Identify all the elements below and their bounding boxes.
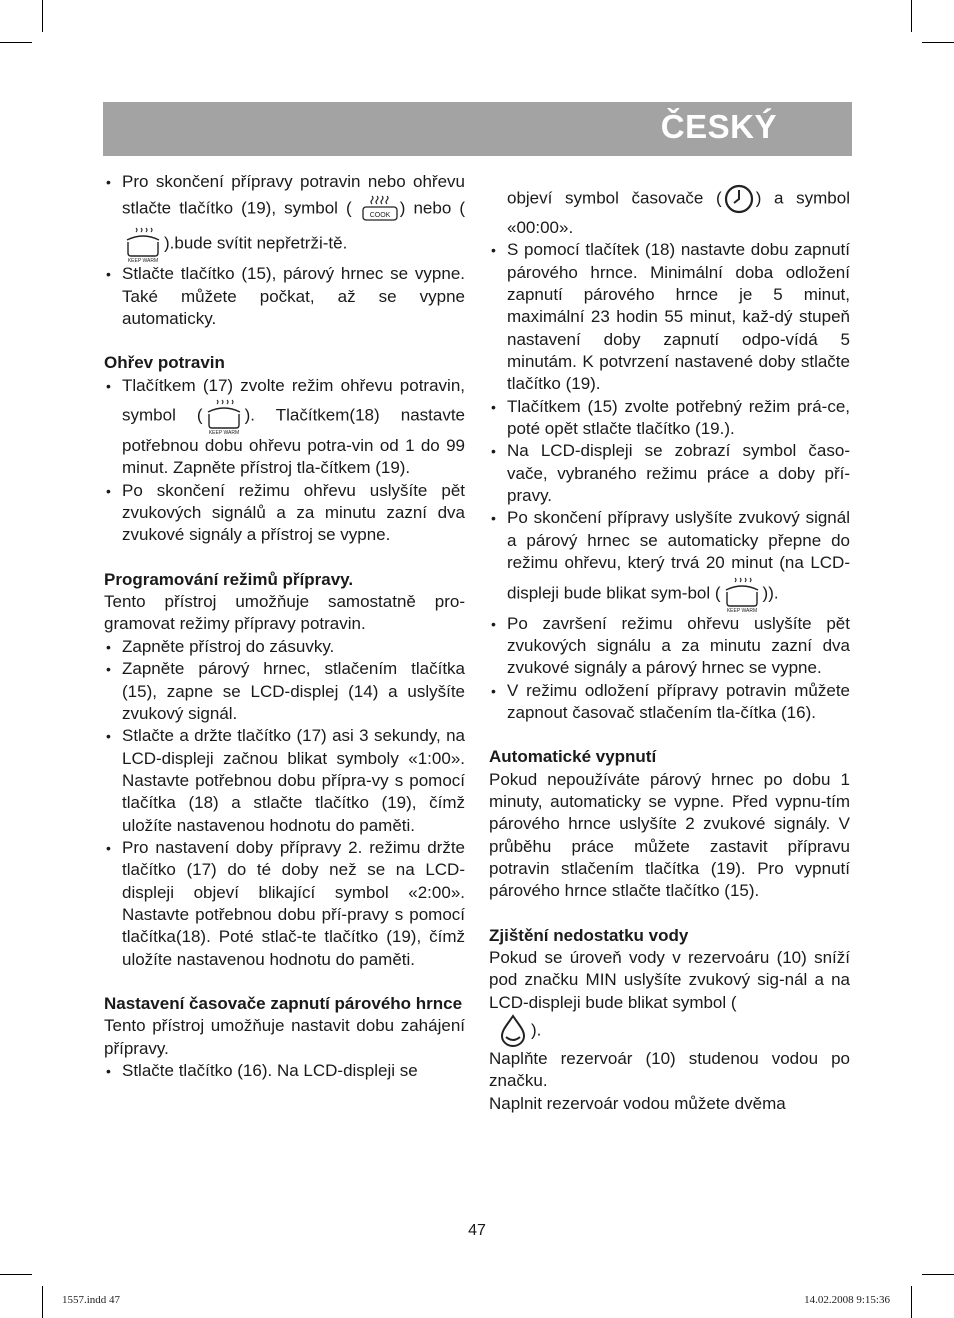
crop-mark [0, 1274, 32, 1275]
crop-mark [922, 42, 954, 43]
timer-icon [722, 181, 756, 217]
file-slug: 1557.indd 47 [62, 1294, 121, 1306]
keep-warm-pot-icon [203, 397, 245, 435]
paragraph: Naplnit rezervoár vodou můžete dvěma [489, 1093, 786, 1113]
text: objeví symbol časovače ( [507, 188, 722, 208]
list-item: • Stlačte a držte tlačítko (17) asi 3 sekundy, na LCD-displeji začnou blikat symboly «1:00». Nastavte potřebnou dobu přípra-vy s pomocí tlačítka (18) a stlačte tlačítko (19), čímž uložíte nastavenou hodnotu do paměti. [104, 725, 465, 837]
timestamp-slug: 14.02.2008 9:15:36 [804, 1294, 890, 1306]
paragraph: Tento přístroj umožňuje samostatně pro-gramovat režimy přípravy potravin. [104, 592, 465, 634]
text: )). [762, 582, 779, 602]
left-column [104, 171, 465, 1082]
svg-text:KEEP WARM: KEEP WARM [127, 258, 159, 264]
list-item [489, 507, 850, 612]
water-drop-icon [495, 1014, 531, 1048]
text: Pro skončení přípravy potravin nebo ohřevu stlačte tlačítko (19), symbol ( [122, 172, 465, 218]
list-item: • V režimu odložení přípravy potravin můžete zapnout časovač stlačením tla-čítka (16). [489, 680, 850, 725]
paragraph: Naplňte rezervoár (10) studenou vodou po značku. [489, 1049, 850, 1091]
header-bar [103, 102, 852, 156]
text: ). [531, 1020, 542, 1040]
list-item: • Po skončení režimu ohřevu uslyšíte pět zvukových signálů a za minutu zazní dva zvukové signály a přístroj se vypne. [104, 480, 465, 547]
paragraph: Tento přístroj umožňuje nastavit dobu zahájení přípravy. [104, 1016, 465, 1058]
paragraph [489, 947, 850, 1048]
text: ) nebo ( [399, 198, 466, 218]
svg-text:KEEP WARM: KEEP WARM [208, 430, 239, 436]
section-title: ČESKÝ [660, 108, 777, 145]
list-item: • Zapněte párový hrnec, stlačením tlačítka (15), zapne se LCD-displej (14) a uslyšíte zvukový signál. [104, 658, 465, 725]
keep-warm-pot-icon [721, 575, 763, 613]
text: Pokud se úroveň vody v rezervoáru (10) sníží pod značku MIN uslyšíte zvukový sig-nál a na LCD-displeji bude blikat symbol ( [489, 947, 850, 1012]
section-heading: Nastavení časovače zapnutí párového hrnce [104, 993, 463, 1013]
crop-mark [0, 42, 32, 43]
section-heading: Zjištění nedostatku vody [489, 925, 689, 945]
keep-warm-pot-icon [122, 225, 164, 263]
list-item: • Po završení režimu ohřevu uslyšíte pět zvukových signálu a za minutu zazní dva zvukové signály a párový hrnec se vypne. [489, 613, 850, 680]
text: ). Tlačítkem(18) nastavte potřebnou dobu ohřevu potra-vin od 1 do 99 minut. Zapněte přístroj tla-čítkem (19). [122, 405, 465, 478]
crop-mark [911, 0, 912, 32]
section-heading: Automatické vypnutí [489, 747, 657, 767]
list-item: • Stlačte tlačítko (16). Na LCD-displeji se [104, 1060, 465, 1082]
paragraph: Pokud nepoužíváte párový hrnec po dobu 1 minuty, automaticky se vypne. Před vypnu-tím párového hrnce uslyšíte 2 zvukové signály. V průběhu práce můžete zastavit přípravu potravin stlačením tlačítka (19). Pro vypnutí párového hrnce stlačte tlačítko (15). [489, 769, 850, 901]
list-item: • Tlačítkem (15) zvolte potřebný režim prá-ce, poté opět stlačte tlačítko (19.). [489, 396, 850, 441]
svg-text:KEEP WARM: KEEP WARM [726, 607, 757, 613]
text: Tlačítkem (17) zvolte režim ohřevu potravin, symbol ( [122, 375, 465, 425]
text: ).bude svítit nepřetrži-tě. [164, 233, 348, 253]
crop-mark [42, 0, 43, 32]
list-item: • Stlačte tlačítko (15), párový hrnec se vypne. Také můžete počkat, až se vypne automaticky. [104, 263, 465, 330]
cook-icon [360, 193, 400, 225]
crop-mark [911, 1286, 912, 1318]
paragraph [489, 181, 850, 239]
crop-mark [42, 1286, 43, 1318]
list-item [104, 375, 465, 480]
right-column [489, 181, 850, 1115]
crop-mark [922, 1274, 954, 1275]
section-heading: Ohřev potravin [104, 353, 225, 373]
section-heading: Programování režimů přípravy. [104, 569, 354, 589]
text: Po skončení přípravy uslyšíte zvukový signál a párový hrnec se automaticky přepne do režimu ohřevu, který trvá 20 minut (na LCD-displeji bude blikat sym-bol ( [507, 508, 850, 602]
page-number: 47 [468, 1222, 486, 1239]
list-item: • Pro nastavení doby přípravy 2. režimu držte tlačítko (17) do té doby než se na LCD-displeji objeví blikající symbol «2:00». Nastavte potřebnou dobu pří-pravy s pomocí tlačítka(18). Poté stlač-te tlačítko (19), čímž uložíte nastavenou hodnotu do paměti. [104, 837, 465, 971]
text: ) a symbol «00:00». [507, 188, 850, 237]
list-item: • S pomocí tlačítek (18) nastavte dobu zapnutí párového hrnce. Minimální doba odložení zapnutí párového hrnce je 5 minut, maximální 23 hodin 55 minut, kaž-dý stupeň nastavení doby zapnutí odpo-vídá 5 minutám. K potvrzení nastavené doby stlačte tlačítko (19). [489, 239, 850, 395]
list-item: • Zapněte přístroj do zásuvky. [104, 636, 465, 658]
svg-text:COOK: COOK [369, 212, 391, 220]
list-item [104, 171, 465, 263]
list-item: • Na LCD-displeji se zobrazí symbol časo-vače, vybraného režimu práce a doby pří-pravy. [489, 440, 850, 507]
